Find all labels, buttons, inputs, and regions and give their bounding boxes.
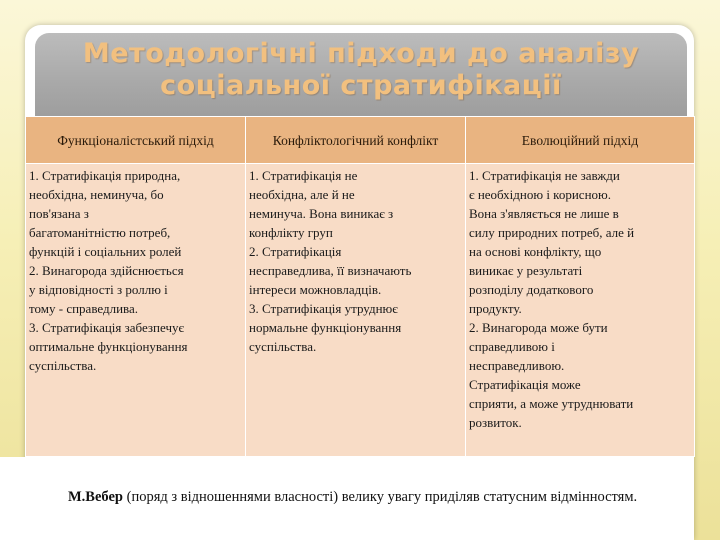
cell-line: 2. Стратифікація xyxy=(249,244,342,259)
cell-line: оптимальне функціонування xyxy=(29,339,188,354)
cell-line: 3. Стратифікація забезпечує xyxy=(29,320,185,335)
cell-line: несправедлива, її визначають xyxy=(249,263,412,278)
cell-line: на основі конфлікту, що xyxy=(469,244,602,259)
cell-line: продукту. xyxy=(469,301,522,316)
table-header-row xyxy=(26,117,695,164)
cell-line: тому - справедлива. xyxy=(29,301,139,316)
page-title: Методологічні підходи до аналізу соціальної стратифікації xyxy=(82,38,640,101)
table-row xyxy=(26,164,695,457)
cell-evolutionary xyxy=(466,164,695,457)
cell-line: багатоманітністю потреб, xyxy=(29,225,171,240)
approaches-table xyxy=(25,116,695,457)
cell-line: конфлікту груп xyxy=(249,225,333,240)
cell-line: 2. Винагорода здійснюється xyxy=(29,263,184,278)
cell-line: суспільства. xyxy=(249,339,317,354)
header-evolutionary: Еволюційний підхід xyxy=(466,117,695,164)
cell-line: є необхідною і корисною. xyxy=(469,187,611,202)
cell-line: необхідна, неминуча, бо xyxy=(29,187,164,202)
cell-line: пов'язана з xyxy=(29,206,89,221)
footer-note xyxy=(36,486,689,508)
cell-line: суспільства. xyxy=(29,358,97,373)
header-functionalist: Функціоналістський підхід xyxy=(26,117,246,164)
cell-line: несправедливою. xyxy=(469,358,565,373)
cell-line: 1. Стратифікація природна, xyxy=(29,168,181,183)
footer-text: (поряд з відношеннями власності) велику увагу приділяв статусним відмінностям. xyxy=(122,489,638,505)
cell-line: виникає у результаті xyxy=(469,263,583,278)
cell-line: 1. Стратифікація не xyxy=(249,168,358,183)
cell-line: розподілу додаткового xyxy=(469,282,594,297)
cell-line: Стратифікація може xyxy=(469,377,581,392)
cell-line: справедливою і xyxy=(469,339,555,354)
cell-line: 2. Винагорода може бути xyxy=(469,320,608,335)
cell-conflict xyxy=(246,164,466,457)
cell-line: розвиток. xyxy=(469,415,522,430)
header-conflict: Конфліктологічний конфлікт xyxy=(246,117,466,164)
cell-line: у відповідності з роллю і xyxy=(29,282,168,297)
cell-functionalist xyxy=(26,164,246,457)
cell-line: Вона з'являється не лише в xyxy=(469,206,619,221)
cell-line: 1. Стратифікація не завжди xyxy=(469,168,620,183)
cell-line: функцій і соціальних ролей xyxy=(29,244,182,259)
footer-author: М.Вебер xyxy=(68,489,123,505)
cell-line: необхідна, але й не xyxy=(249,187,355,202)
cell-line: силу природних потреб, але й xyxy=(469,225,635,240)
cell-line: 3. Стратифікація утруднює xyxy=(249,301,398,316)
cell-line: інтереси можновладців. xyxy=(249,282,382,297)
cell-line: сприяти, а може утруднювати xyxy=(469,396,634,411)
cell-line: неминуча. Вона виникає з xyxy=(249,206,394,221)
cell-line: нормальне функціонування xyxy=(249,320,402,335)
